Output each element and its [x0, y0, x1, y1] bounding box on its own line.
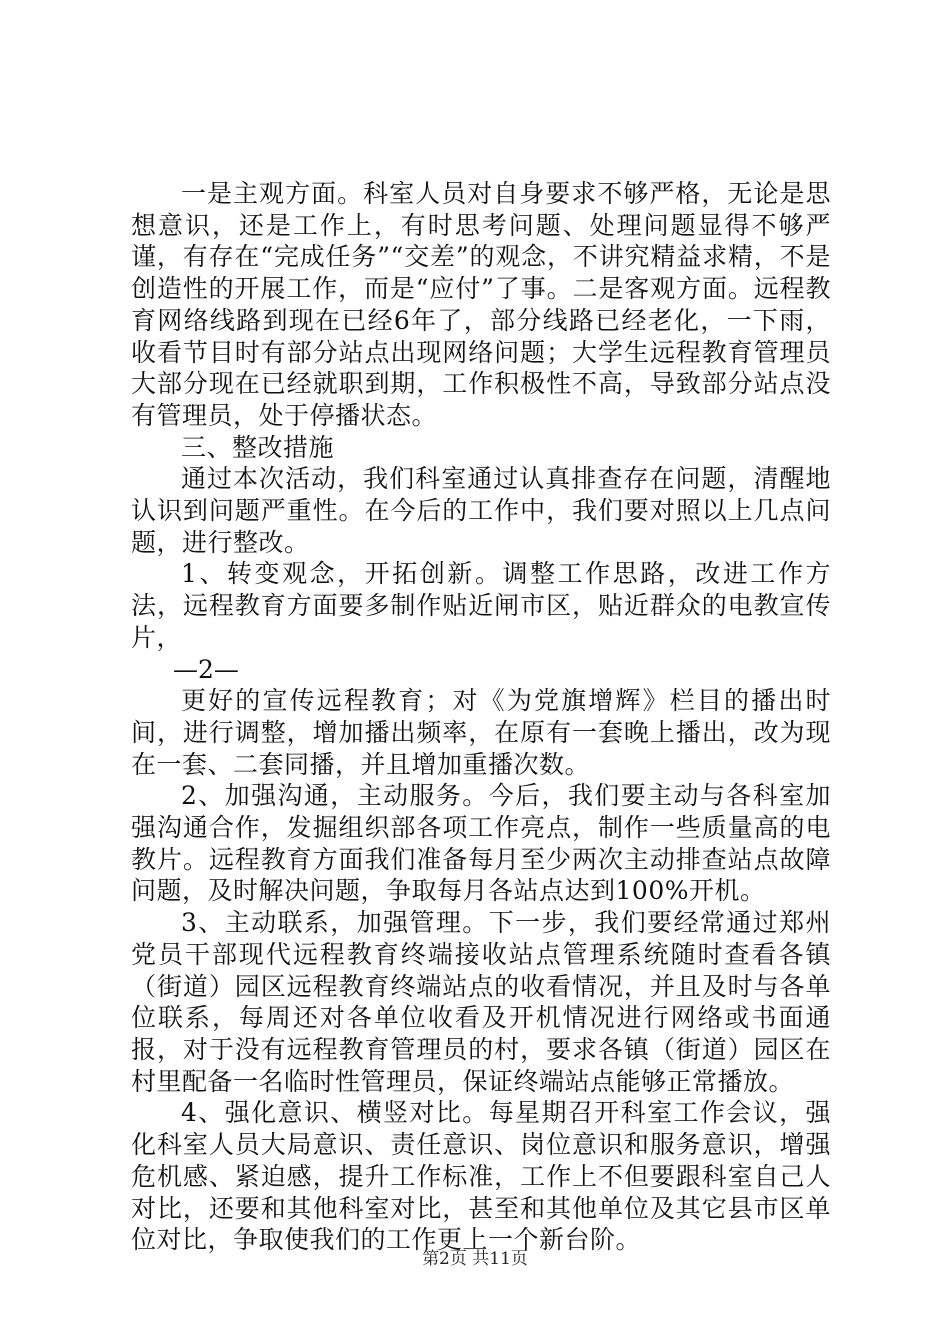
paragraph-measure-1: 1、转变观念，开拓创新。调整工作思路，改进工作方法，远程教育方面要多制作贴近闸市区，贴近群众的电教宣传片， — [131, 559, 831, 652]
paragraph-measure-4: 4、强化意识、横竖对比。每星期召开科室工作会议，强化科室人员大局意识、责任意识、岗位意识和服务意识，增强危机感、紧迫感，提升工作标准，工作上不但要跟科室自己人对比，还要和其他科室对比，甚至和其他单位及其它县市区单位对比，争取使我们的工作更上一个新台阶。 — [131, 1098, 831, 1255]
document-body — [131, 178, 831, 1256]
section-heading-measures: 三、整改措施 — [181, 432, 335, 462]
page-footer: 第2页 共11页 — [422, 1249, 528, 1269]
page-marker: —2— — [173, 654, 239, 684]
paragraph-measure-1-continued: 更好的宣传远程教育；对《为党旗增辉》栏目的播出时间，进行调整，增加播出频率，在原有一套晚上播出，改为现在一套、二套同播，并且增加重播次数。 — [131, 686, 831, 779]
paragraph-measure-3: 3、主动联系，加强管理。下一步，我们要经常通过郑州党员干部现代远程教育终端接收站点管理系统随时查看各镇（街道）园区远程教育终端站点的收看情况，并且及时与各单位联系，每周还对各单位收看及开机情况进行网络或书面通报，对于没有远程教育管理员的村，要求各镇（街道）园区在村里配备一名临时性管理员，保证终端站点能够正常播放。 — [131, 908, 831, 1096]
paragraph-measure-2: 2、加强沟通，主动服务。今后，我们要主动与各科室加强沟通合作，发掘组织部各项工作亮点，制作一些质量高的电教片。远程教育方面我们准备每月至少两次主动排查站点故障问题，及时解决问题，争取每月各站点达到100%开机。 — [131, 781, 831, 906]
paragraph-intro: 通过本次活动，我们科室通过认真排查存在问题，清醒地认识到问题严重性。在今后的工作中，我们要对照以上几点问题，进行整改。 — [131, 464, 831, 557]
paragraph-causes: 一是主观方面。科室人员对自身要求不够严格，无论是思想意识，还是工作上，有时思考问题、处理问题显得不够严谨，有存在“完成任务”“交差”的观念，不讲究精益求精，不是创造性的开展工作，而是“应付”了事。二是客观方面。远程教育网络线路到现在已经6年了，部分线路已经老化，一下雨，收看节目时有部分站点出现网络问题；大学生远程教育管理员大部分现在已经就职到期，工作积极性不高，导致部分站点没有管理员，处于停播状态。 — [131, 179, 831, 430]
